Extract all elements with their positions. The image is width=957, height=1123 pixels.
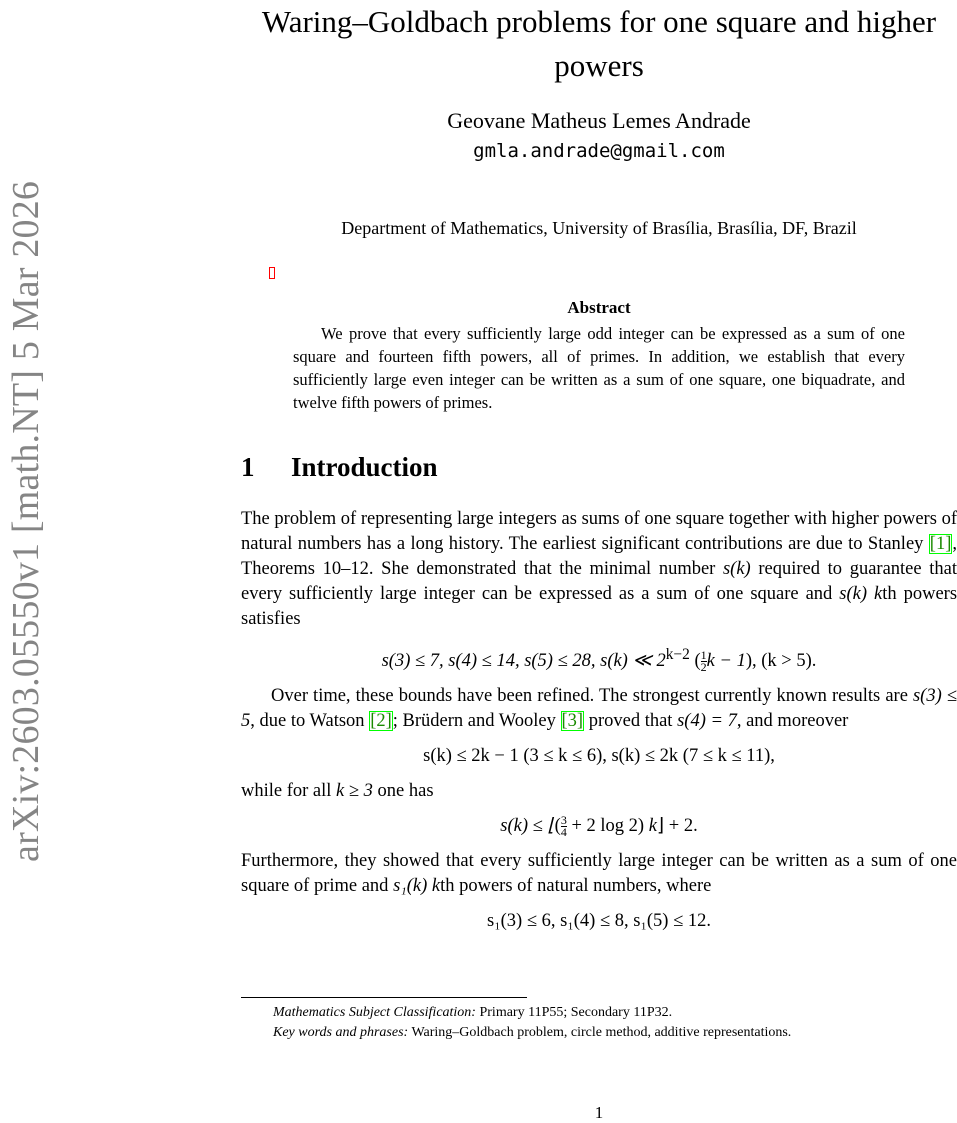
author-email[interactable]: gmla.andrade@gmail.com (473, 140, 725, 162)
section-number: 1 (241, 452, 255, 482)
citation-link[interactable]: [1] (929, 534, 952, 554)
citation-link[interactable]: [2] (370, 711, 392, 732)
section-heading (241, 452, 438, 483)
paper-title: Waring–Goldbach problems for one square and higher powers (261, 4, 937, 83)
paragraph-4: Furthermore, they showed that every sufficiently large integer can be written as a sum of one square of prime and s₁(k) kth powers of natural numbers, where (241, 851, 957, 897)
footnotes (241, 1003, 957, 1043)
paragraph-1: The problem of representing large integers as sums of one square together with higher powers of natural numbers has a long history. The earliest significant contributions are due to Stanley [1], Theorems 10–12. She demonstrated that the minimal number s(k) required to guarantee that every sufficiently large integer can be expressed as a sum of one square and s(k) kth powers satisfies (241, 509, 957, 629)
equation-1: s(3) ≤ 7, s(4) ≤ 14, s(5) ≤ 28, s(k) ≪ $2^{k-2}$ ( $\frac{1}{2}$ k − 1), (k > 5). (381, 646, 817, 675)
footnote-link-box[interactable] (269, 267, 275, 279)
arxiv-stamp (0, 0, 56, 1121)
footnote-keywords: Key words and phrases: Waring–Goldbach problem, circle method, additive representations. (273, 1025, 792, 1040)
abstract-heading: Abstract (567, 298, 631, 317)
equation-4: s₁(3) ≤ 6, s₁(4) ≤ 8, s₁(5) ≤ 12. (487, 911, 711, 932)
footnote-msc: Mathematics Subject Classification: Primary 11P55; Secondary 11P32. (273, 1005, 673, 1020)
fraction: $\frac{3}{4}$ (560, 813, 567, 840)
equation-3: s(k) ≤ ⌊( $\frac{3}{4}$ + 2 log 2) k⌋ + 2. (500, 813, 698, 840)
section-body (241, 507, 957, 944)
equation-2: s(k) ≤ 2k − 1 (3 ≤ k ≤ 6), s(k) ≤ 2k (7 ≤ k ≤ 11), (423, 746, 775, 767)
affiliation: Department of Mathematics, University of Brasília, Brasília, DF, Brazil (341, 218, 857, 238)
citation-link[interactable]: [3] (561, 711, 584, 732)
page-number: 1 (594, 1103, 604, 1122)
fraction: $\frac{1}{2}$ (700, 648, 707, 675)
footnote-rule (241, 997, 527, 998)
arxiv-identifier: arXiv:2603.05550v1 [math.NT] 5 Mar 2026 (5, 180, 47, 862)
abstract-text: We prove that every sufficiently large odd integer can be expressed as a sum of one square and fourteen fifth powers, all of primes. In addition, we establish that every sufficiently large even integer can be written as a sum of one square, one biquadrate, and twelve fifth powers of primes. (293, 324, 905, 412)
abstract (293, 298, 905, 414)
author-name: Geovane Matheus Lemes Andrade (447, 108, 751, 133)
section-title: Introduction (291, 452, 438, 482)
paragraph-3: while for all k ≥ 3 one has (241, 781, 434, 802)
paragraph-2: Over time, these bounds have been refined. The strongest currently known results are s(3) ≤ 5, due to Watson [2]; Brüdern and Wooley [3] proved that s(4) = 7, and moreover (241, 686, 957, 732)
